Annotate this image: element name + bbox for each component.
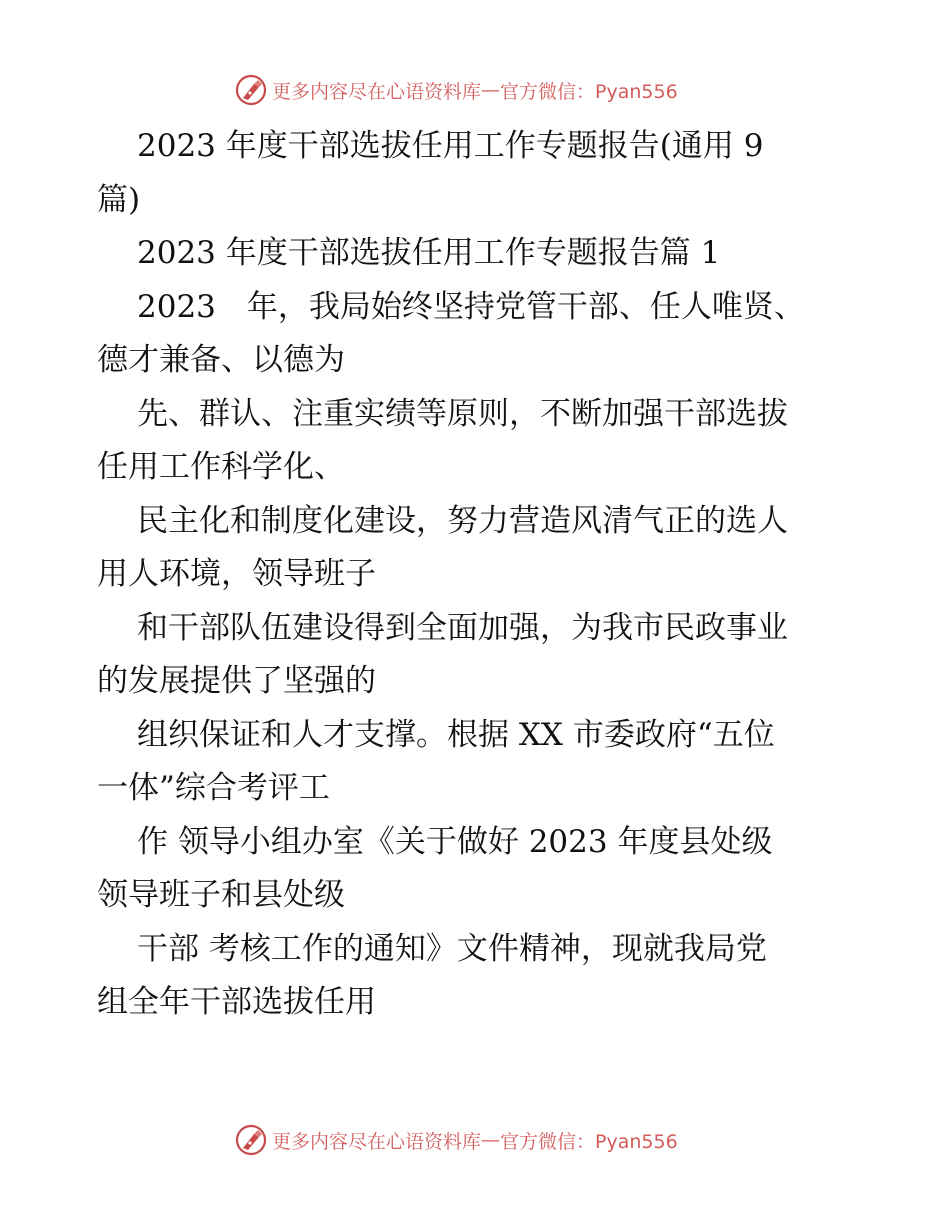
paragraph-line: 作 领导小组办室《关于做好 2023 年度县处级 [137, 823, 773, 860]
footer-watermark [234, 1122, 678, 1158]
pen-nib-logo-icon [234, 1123, 268, 1157]
watermark-separator: — [481, 79, 501, 101]
header-watermark [234, 72, 678, 108]
paragraph-line: 一体”综合考评工 [97, 770, 330, 806]
paragraph-line: 组织保证和人才支撑。根据 XX 市委政府“五位 [137, 716, 775, 753]
watermark-contact-text: 官方微信：Pyan556 [500, 1130, 678, 1153]
paragraph-line: 2023 年，我局始终坚持党管干部、任人唯贤、 [137, 288, 805, 325]
paragraph-line: 组全年干部选拔任用 [97, 984, 376, 1020]
watermark-brand-text: 更多内容尽在心语资料库 [272, 80, 482, 103]
paragraph-line: 干部 考核工作的通知》文件精神，现就我局党 [137, 930, 767, 967]
document-title-line-1: 2023 年度干部选拔任用工作专题报告(通用 9 [137, 128, 764, 164]
document-body [97, 120, 857, 1030]
paragraph-line: 和干部队伍建设得到全面加强，为我市民政事业 [137, 609, 788, 646]
paragraph-line: 领导班子和县处级 [97, 877, 345, 913]
document-title-line-2: 篇) [97, 181, 141, 218]
pen-nib-logo-icon [234, 73, 268, 107]
paragraph-line: 德才兼备、以德为 [97, 342, 345, 378]
paragraph-line: 用人环境，领导班子 [97, 556, 376, 592]
watermark-brand-text: 更多内容尽在心语资料库 [272, 1130, 482, 1153]
paragraph-line: 先、群认、注重实绩等原则，不断加强干部选拔 [137, 395, 788, 432]
paragraph-line: 任用工作科学化、 [97, 449, 345, 485]
watermark-separator: — [481, 1129, 501, 1151]
section-heading: 2023 年度干部选拔任用工作专题报告篇 1 [137, 235, 721, 271]
paragraph-line: 民主化和制度化建设，努力营造风清气正的选人 [137, 502, 788, 539]
watermark-contact-text: 官方微信：Pyan556 [500, 80, 678, 103]
paragraph-line: 的发展提供了坚强的 [97, 663, 376, 699]
